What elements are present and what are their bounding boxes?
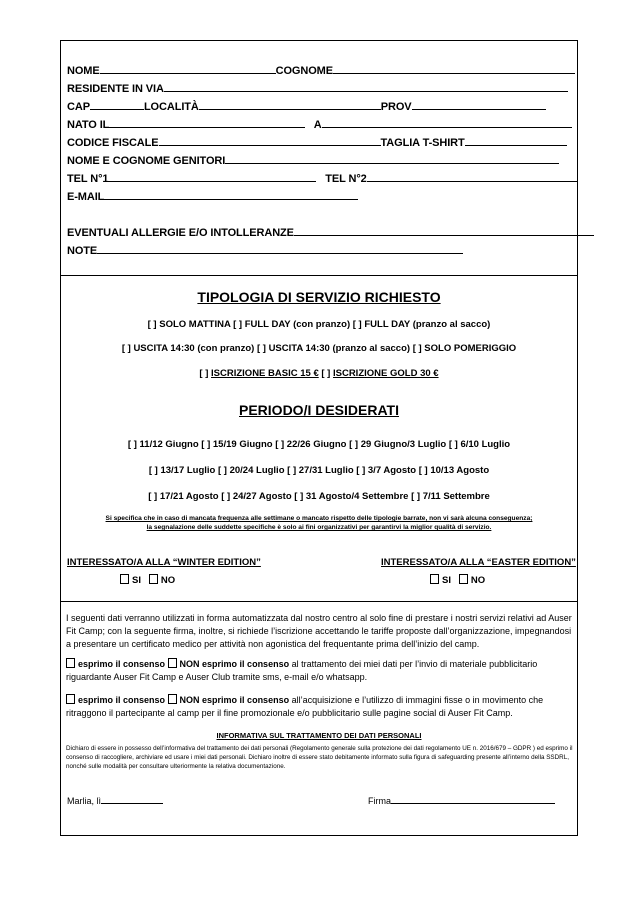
field-tel2[interactable] (367, 171, 577, 182)
label-tel2: TEL N°2 (325, 173, 367, 185)
period-note-line1: Si specifica che in caso di mancata frequenza alle settimane o mancato rispetto delle tipologie barrate, non vi sarà alcuna conseguenza; (105, 515, 533, 522)
consent1-yes-checkbox[interactable] (66, 658, 75, 668)
winter-no-checkbox[interactable] (149, 574, 158, 584)
consent2-text: all’acquisizione e l’utilizzo di immagini fisse o in movimento che ritraggono il partecipante al camp per il fine promozionale e/o pubblicitario sulle pagine social di Auser Fit Camp. (66, 695, 544, 718)
place-label: Marlia, lì (67, 796, 102, 806)
field-residente[interactable] (164, 81, 568, 92)
label-allergie: EVENTUALI ALLERGIE E/O INTOLLERANZE (67, 227, 294, 239)
easter-edition-label: INTERESSATO/A ALLA “EASTER EDITION” (381, 557, 576, 568)
easter-si-label: SI (442, 575, 451, 586)
field-prov[interactable] (412, 99, 546, 110)
consent-marketing (66, 658, 574, 684)
field-localita[interactable] (199, 99, 381, 110)
label-tel1: TEL N°1 (67, 173, 109, 185)
signature-field[interactable] (391, 794, 555, 804)
gold-label: ISCRIZIONE GOLD 30 € (332, 368, 439, 379)
row-email (67, 189, 358, 204)
row-nome (67, 63, 575, 78)
row-nato (67, 117, 572, 132)
place-date (67, 794, 163, 806)
field-allergie[interactable] (294, 225, 594, 236)
field-genitori[interactable] (225, 153, 559, 164)
winter-edition-label: INTERESSATO/A ALLA “WINTER EDITION” (67, 557, 261, 568)
row-genitori (67, 153, 559, 168)
period-title: PERIODO/I DESIDERATI (239, 402, 399, 418)
field-cap[interactable] (90, 99, 144, 110)
row-cf (67, 135, 567, 150)
field-cognome[interactable] (333, 63, 575, 74)
label-prov: PROV (380, 101, 412, 113)
easter-no-label: NO (470, 575, 486, 586)
row-cap (67, 99, 546, 114)
label-nome: NOME (67, 65, 100, 77)
consent2-yes-label: esprimo il consenso (78, 695, 166, 705)
service-options-row1[interactable]: [ ] SOLO MATTINA [ ] FULL DAY (con pranzo) [ ] FULL DAY (pranzo al sacco) (147, 319, 491, 330)
field-nome[interactable] (100, 63, 276, 74)
period-note-line2: la segnalazione delle suddette specifiche è solo ai fini organizzativi per garantirvi la miglior qualità di servizio. (146, 524, 492, 531)
label-localita: LOCALITÀ (143, 101, 199, 113)
label-cognome: COGNOME (275, 65, 333, 77)
field-taglia[interactable] (465, 135, 567, 146)
easter-si-checkbox[interactable] (430, 574, 439, 584)
period-row2[interactable]: [ ] 13/17 Luglio [ ] 20/24 Luglio [ ] 27/31 Luglio [ ] 3/7 Agosto [ ] 10/13 Agosto (148, 465, 490, 476)
service-title: TIPOLOGIA DI SERVIZIO RICHIESTO (197, 289, 441, 305)
info-title: INFORMATIVA SUL TRATTAMENTO DEI DATI PERSONALI (216, 731, 422, 740)
field-codice-fiscale[interactable] (159, 135, 381, 146)
privacy-intro: I seguenti dati verranno utilizzati in forma automatizzata dal nostro centro al solo fine di prestare i nostri servizi relativi ad Auser Fit Camp; con la seguente firma, inoltre, si richiede l’iscrizione accettando le tariffe proposte dall’organizzazione, impegnandosi a presentare un certificato medico per attività non agonistica del frequentante prima dell’inizio del camp. (66, 613, 572, 649)
row-note (67, 243, 463, 258)
easter-no-checkbox[interactable] (459, 574, 468, 584)
label-nato: NATO IL (67, 119, 110, 131)
basic-label: ISCRIZIONE BASIC 15 € (211, 368, 319, 379)
consent1-text: al trattamento dei miei dati per l’invio di materiale pubblicitario riguardante Auser Fit Camp e Auser Club tramite sms, e-mail e/o whatsapp. (66, 659, 538, 682)
row-residenza (67, 81, 568, 96)
gold-checkbox[interactable]: [ ] (321, 368, 331, 379)
winter-options (120, 574, 175, 586)
subscription-options[interactable] (60, 368, 578, 379)
winter-si-checkbox[interactable] (120, 574, 129, 584)
winter-si-label: SI (132, 575, 141, 586)
label-residente: RESIDENTE IN VIA (67, 83, 164, 95)
label-taglia: TAGLIA T-SHIRT (380, 137, 465, 149)
field-email[interactable] (104, 189, 358, 200)
period-row1[interactable]: [ ] 11/12 Giugno [ ] 15/19 Giugno [ ] 22/26 Giugno [ ] 29 Giugno/3 Luglio [ ] 6/10 Luglio (127, 439, 511, 450)
easter-options (430, 574, 485, 586)
consent2-no-checkbox[interactable] (168, 694, 177, 704)
winter-no-label: NO (160, 575, 176, 586)
field-note[interactable] (97, 243, 463, 254)
consent1-no-checkbox[interactable] (168, 658, 177, 668)
consent1-yes-label: esprimo il consenso (78, 659, 166, 669)
firma-label: Firma (368, 796, 391, 806)
label-cap: CAP (67, 101, 90, 113)
consent1-no-label: NON esprimo il consenso (179, 659, 290, 669)
signature (368, 794, 555, 806)
label-codice-fiscale: CODICE FISCALE (67, 137, 159, 149)
row-allergie (67, 225, 594, 240)
period-row3[interactable]: [ ] 17/21 Agosto [ ] 24/27 Agosto [ ] 31 Agosto/4 Settembre [ ] 7/11 Settembre (148, 491, 490, 502)
consent-images (66, 694, 574, 720)
consent2-no-label: NON esprimo il consenso (179, 695, 290, 705)
consent2-yes-checkbox[interactable] (66, 694, 75, 704)
label-email: E-MAIL (67, 191, 105, 203)
label-note: NOTE (67, 245, 98, 257)
field-a[interactable] (322, 117, 572, 128)
service-options-row2[interactable]: [ ] USCITA 14:30 (con pranzo) [ ] USCITA 14:30 (pranzo al sacco) [ ] SOLO POMERIGGIO (121, 343, 517, 354)
date-field[interactable] (101, 794, 163, 804)
label-a: A (313, 119, 322, 131)
field-nato[interactable] (109, 117, 305, 128)
info-text: Dichiaro di essere in possesso dell’informativa del trattamento dei dati personali (Regolamento generale sulla protezione dei dati regolamento UE n. 2016/679 – GDPR ) ed esprimo il consenso di raccogliere, archiviare ed usare i miei dati personali. Dichiaro inoltre di essere stato debitamente informato sulla figura di safeguarding presente all’interno della SSDRL, nonché sulle modalità per consultare ulteriormente la relativa documentazione. (66, 745, 573, 770)
label-genitori: NOME E COGNOME GENITORI (67, 155, 226, 167)
field-tel1[interactable] (108, 171, 316, 182)
section-divider (60, 275, 578, 276)
basic-checkbox[interactable]: [ ] (199, 368, 209, 379)
section-divider (60, 601, 578, 602)
row-tel (67, 171, 577, 186)
